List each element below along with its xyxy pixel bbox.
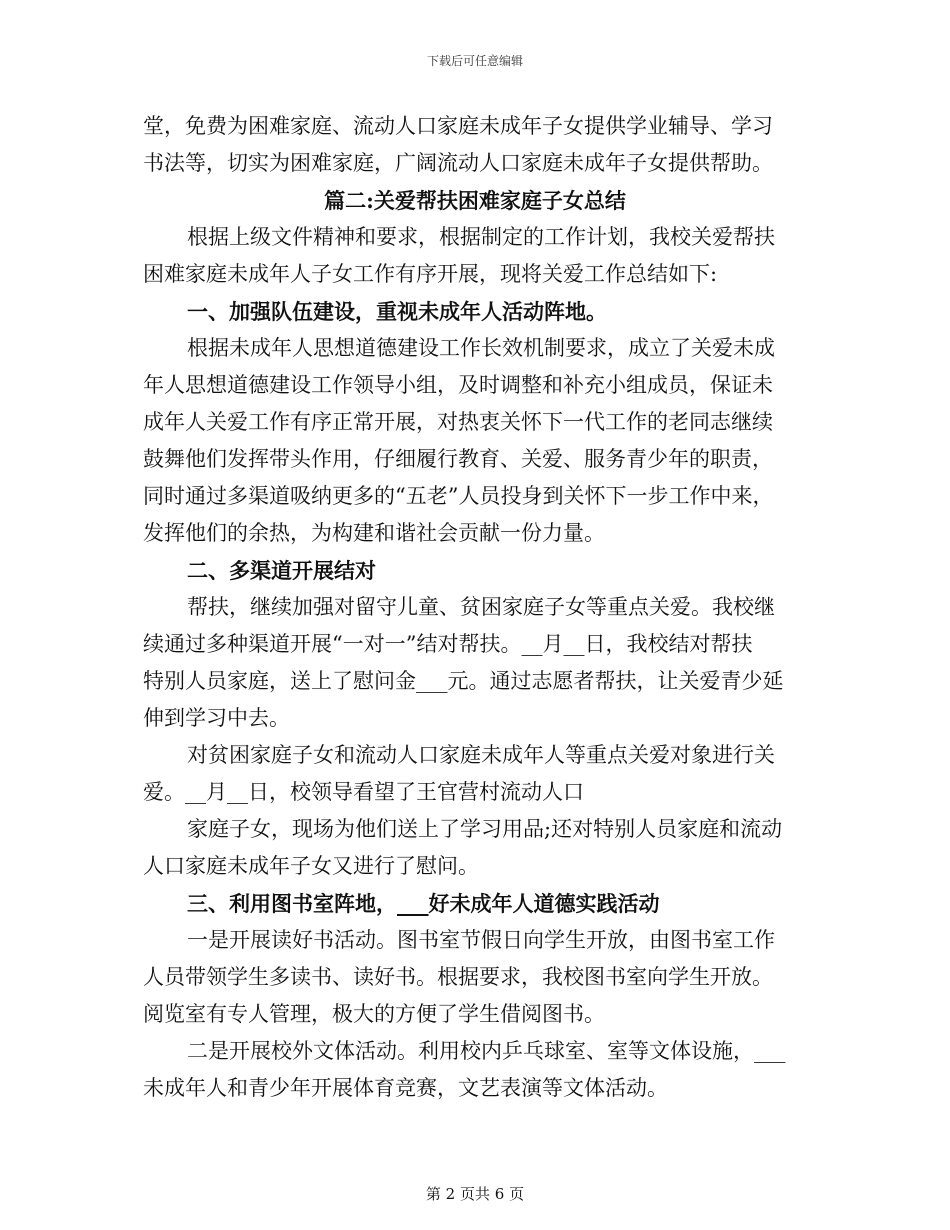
text-line: 帮扶，继续加强对留守儿童、贫困家庭子女等重点关爱。我校继 [187,595,775,619]
text-line: 发挥他们的余热，为构建和谐社会贡献一份力量。 [143,521,605,545]
text-line: 鼓舞他们发挥带头作用，仔细履行教育、关爱、服务青少年的职责， [143,447,773,471]
document-body [143,108,807,1107]
page-header: 下载后可任意编辑 [426,54,523,68]
text-line: 人员带领学生多读书、读好书。根据要求，我校图书室向学生开放。 [143,965,773,989]
text-line: 一是开展读好书活动。图书室节假日向学生开放，由图书室工作 [187,928,775,952]
text-line: 二是开展校外文体活动。利用校内乒乓球室、室等文体设施，___ [187,1039,786,1063]
text-line: 伸到学习中去。 [143,706,290,730]
page-footer: 第 2 页共 6 页 [425,1185,525,1203]
text-line: 人口家庭未成年子女又进行了慰问。 [143,854,479,878]
text-line: 根据上级文件精神和要求，根据制定的工作计划，我校关爱帮扶 [187,225,775,249]
text-line: 成年人关爱工作有序正常开展，对热衷关怀下一代工作的老同志继续 [143,410,773,434]
text-line: 爱。__月__日，校领导看望了王官营村流动人口 [143,780,584,804]
text-line: 特别人员家庭，送上了慰问金___元。通过志愿者帮扶，让关爱青少延 [143,669,784,693]
text-line: 根据未成年人思想道德建设工作长效机制要求，成立了关爱未成 [187,336,775,360]
text-line: 篇二:关爱帮扶困难家庭子女总结 [324,188,626,213]
text-line: 年人思想道德建设工作领导小组，及时调整和补充小组成员，保证未 [143,373,773,397]
text-line: 同时通过多渠道吸纳更多的“五老”人员投身到关怀下一步工作中来， [143,484,774,508]
text-line: 对贫困家庭子女和流动人口家庭未成年人等重点关爱对象进行关 [187,743,775,767]
text-line: 阅览室有专人管理，极大的方便了学生借阅图书。 [143,1002,605,1026]
text-line: 困难家庭未成年人子女工作有序开展，现将关爱工作总结如下: [143,262,718,286]
text-line: 续通过多种渠道开展“一对一”结对帮扶。__月__日，我校结对帮扶 [143,632,753,656]
text-line: 家庭子女，现场为他们送上了学习用品;还对特别人员家庭和流动 [187,817,783,841]
text-line: 书法等，切实为困难家庭，广阔流动人口家庭未成年子女提供帮助。 [143,151,773,175]
text-line: 二、多渠道开展结对 [187,558,376,583]
text-line: 一、加强队伍建设，重视未成年人活动阵地。 [187,299,607,324]
text-line: 未成年人和青少年开展体育竞赛，文艺表演等文体活动。 [143,1076,668,1100]
text-line: 堂，免费为困难家庭、流动人口家庭未成年子女提供学业辅导、学习 [143,114,773,138]
text-line: 三、利用图书室阵地，___好未成年人道德实践活动 [187,891,660,916]
